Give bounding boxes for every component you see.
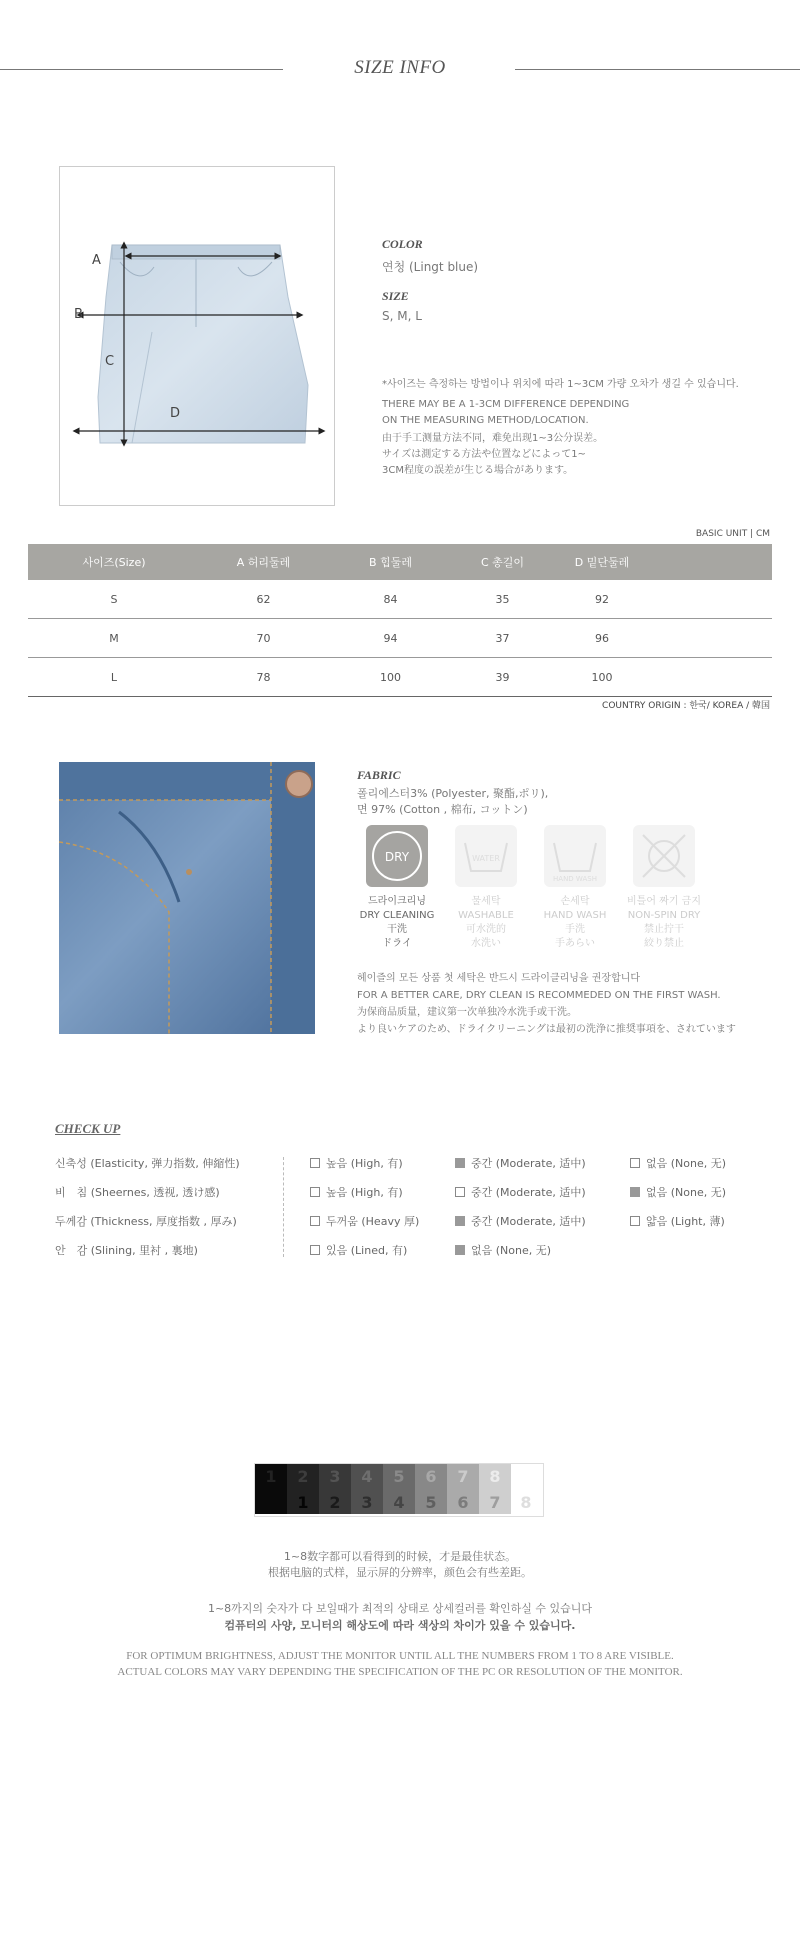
fabric-composition (357, 786, 548, 818)
denim-closeup-image (59, 762, 315, 1034)
label-d: D (170, 406, 181, 421)
cell (653, 658, 772, 697)
gray-number-bottom: 6 (457, 1493, 469, 1512)
cell: 96 (551, 619, 653, 658)
checkbox-icon (455, 1158, 465, 1168)
washable-icon (455, 825, 517, 887)
checkbox-icon (630, 1216, 640, 1226)
dry-clean-icon (366, 825, 428, 887)
cell: 35 (454, 580, 551, 619)
gray-number-bottom: 7 (489, 1493, 501, 1512)
country-origin: COUNTRY ORIGIN : 한국/ KOREA / 韓国 (602, 701, 770, 711)
cell: 39 (454, 658, 551, 697)
checkbox-icon (630, 1187, 640, 1197)
color-label: COLOR (382, 237, 423, 251)
no-spin-dry-icon (633, 825, 695, 887)
checkbox-icon (455, 1216, 465, 1226)
cell (653, 619, 772, 658)
table-row (28, 580, 772, 619)
checkup-option: 중간 (Moderate, 适中) (455, 1184, 586, 1200)
note-jp-1: サイズは測定する方法や位置などによって1~ (382, 449, 586, 460)
size-label: SIZE (382, 289, 409, 303)
checkup-option: 높음 (High, 有) (310, 1155, 403, 1171)
checkup-label: 비 침 (Sheernes, 透视, 透け感) (55, 1186, 220, 1199)
basic-unit: BASIC UNIT | CM (695, 529, 770, 539)
fabric-label: FABRIC (357, 768, 401, 782)
waistband (112, 245, 280, 259)
hand-wash-text: 손세탁 HAND WASH 手洗 手あらい (543, 896, 607, 949)
note-kr: *사이즈는 측정하는 방법이나 위치에 따라 1~3CM 가량 오차가 생길 수 있습니다. (382, 379, 739, 390)
checkup-row-thickness (55, 1213, 775, 1233)
checkbox-icon (455, 1187, 465, 1197)
checkup-label: 두께감 (Thickness, 厚度指数 , 厚み) (55, 1215, 237, 1228)
gray-number-top: 7 (457, 1467, 469, 1486)
label-b: B (74, 307, 83, 322)
note-en-1: THERE MAY BE A 1-3CM DIFFERENCE DEPENDING (382, 399, 630, 410)
note-jp-2: 3CM程度の誤差が生じる場合があります。 (382, 465, 574, 476)
care-note: FOR A BETTER CARE, DRY CLEAN IS RECOMMEDED ON THE FIRST WASH. (357, 990, 721, 1001)
monitor-text-cn: 1~8数字都可以看得到的时候，才是最佳状态。 根据电脑的式样，显示屏的分辨率，颜色会有些差距。 (268, 1550, 532, 1579)
col-length: C 총길이 (454, 544, 551, 580)
skirt-diagram (60, 167, 334, 505)
no-spin-dry-text: 비틀어 짜기 금지 NON-SPIN DRY 禁止拧干 絞り禁止 (627, 896, 701, 949)
dry-clean-text: 드라이크리닝 DRY CLEANING 干洗 ドライ (359, 896, 435, 949)
col-waist: A 허리둘레 (200, 544, 327, 580)
note-en-2: ON THE MEASURING METHOD/LOCATION. (382, 415, 589, 426)
svg-text:HAND WASH: HAND WASH (553, 875, 597, 883)
checkup-option: 높음 (High, 有) (310, 1184, 403, 1200)
gray-number-bottom: 1 (297, 1493, 309, 1512)
table-row (28, 619, 772, 658)
cell (653, 580, 772, 619)
cell: M (28, 619, 200, 658)
fabric-line: 폴리에스터3% (Polyester, 聚酯,ポリ), (357, 787, 549, 800)
note-cn: 由于手工测量方法不同，难免出现1~3公分误差。 (382, 433, 604, 444)
skirt-shape (98, 245, 308, 443)
checkup-row-sheerness (55, 1184, 775, 1204)
checkup-row-elasticity (55, 1155, 775, 1175)
cell: 78 (200, 658, 327, 697)
care-note: より良いケアのため、ドライクリーニングは最初の洗浄に推奨事項を、されています (357, 1024, 736, 1035)
gray-number-bottom: 4 (393, 1493, 405, 1512)
gray-number-bottom: 8 (520, 1493, 532, 1512)
cell: L (28, 658, 200, 697)
checkup-option: 중간 (Moderate, 适中) (455, 1155, 586, 1171)
col-hem: D 밑단둘레 (551, 544, 653, 580)
care-notes (357, 970, 787, 1038)
table-header-row (28, 544, 772, 580)
washable-text: 물세탁 WASHABLE 可水洗的 水洗い (458, 896, 514, 949)
care-note: 헤이즐의 모든 상품 첫 세탁은 반드시 드라이클리닝을 권장합니다 (357, 973, 641, 984)
gray-number-top: 3 (329, 1467, 341, 1486)
size-table (28, 544, 772, 697)
cell: 94 (327, 619, 454, 658)
checkbox-icon (455, 1245, 465, 1255)
cell: 62 (200, 580, 327, 619)
cell: 37 (454, 619, 551, 658)
checkup-option: 중간 (Moderate, 适中) (455, 1213, 586, 1229)
col-hip: B 힙둘레 (327, 544, 454, 580)
care-note: 为保商品质量，建议第一次单独冷水洗手或干洗。 (357, 1007, 577, 1018)
fabric-line: 면 97% (Cotton , 棉布, コットン) (357, 803, 528, 816)
page-title: SIZE INFO (354, 57, 446, 78)
checkup-row-lining (55, 1242, 775, 1262)
monitor-text-en: FOR OPTIMUM BRIGHTNESS, ADJUST THE MONITOR UNTIL ALL THE NUMBERS FROM 1 TO 8 ARE VISIBLE. ACTUAL COLORS MAY VARY DEPENDING THE SPECIFICATION OF THE PC OR RESOLUTION OF THE MONITOR. (117, 1650, 683, 1678)
label-c: C (105, 354, 115, 369)
fabric-photo (59, 762, 315, 1034)
col-size: 사이즈(Size) (28, 544, 200, 580)
cell: 70 (200, 619, 327, 658)
cell: 92 (551, 580, 653, 619)
gray-number-top: 1 (265, 1467, 277, 1486)
gray-number-top: 5 (393, 1467, 405, 1486)
size-diagram-frame (59, 166, 335, 506)
checkup-option: 없음 (None, 无) (630, 1155, 726, 1171)
checkup-option: 있음 (Lined, 有) (310, 1242, 407, 1258)
checkbox-icon (630, 1158, 640, 1168)
svg-text:WATER: WATER (472, 854, 500, 863)
checkup-option: 두꺼움 (Heavy 厚) (310, 1213, 419, 1229)
size-value: S, M, L (382, 309, 422, 323)
gray-number-top: 8 (489, 1467, 501, 1486)
cell: 100 (327, 658, 454, 697)
cell: S (28, 580, 200, 619)
checkbox-icon (310, 1216, 320, 1226)
gray-number-bottom: 5 (425, 1493, 437, 1512)
checkup-option: 없음 (None, 无) (455, 1242, 551, 1258)
gray-number-top: 4 (361, 1467, 373, 1486)
gray-number-bottom: 3 (361, 1493, 373, 1512)
monitor-text-kr: 1~8까지의 숫자가 다 보일때가 최적의 상태로 상세컬러를 확인하실 수 있습니다 컴퓨터의 사양, 모니터의 해상도에 따라 색상의 차이가 있을 수 있습니다. (207, 1602, 593, 1632)
col-empty (653, 544, 772, 580)
checkup-option: 없음 (None, 无) (630, 1184, 726, 1200)
cell: 84 (327, 580, 454, 619)
label-a: A (92, 253, 101, 268)
color-value: 연청 (Lingt blue) (382, 260, 479, 274)
checkup-option: 얇음 (Light, 薄) (630, 1213, 725, 1229)
hand-wash-icon (544, 825, 606, 887)
gray-number-bottom: 2 (329, 1493, 341, 1512)
checkbox-icon (310, 1187, 320, 1197)
checkbox-icon (310, 1158, 320, 1168)
svg-text:DRY: DRY (384, 850, 410, 864)
checkup-label: 신축성 (Elasticity, 弹力指数, 伸縮性) (55, 1157, 240, 1170)
checkbox-icon (310, 1245, 320, 1255)
checkup-title: CHECK UP (55, 1121, 121, 1136)
measurement-notes (382, 377, 782, 479)
gray-number-top: 2 (297, 1467, 309, 1486)
checkup-label: 안 감 (Slining, 里衬 , 裏地) (55, 1244, 198, 1257)
gray-number-top: 6 (425, 1467, 437, 1486)
table-row (28, 658, 772, 697)
cell: 100 (551, 658, 653, 697)
